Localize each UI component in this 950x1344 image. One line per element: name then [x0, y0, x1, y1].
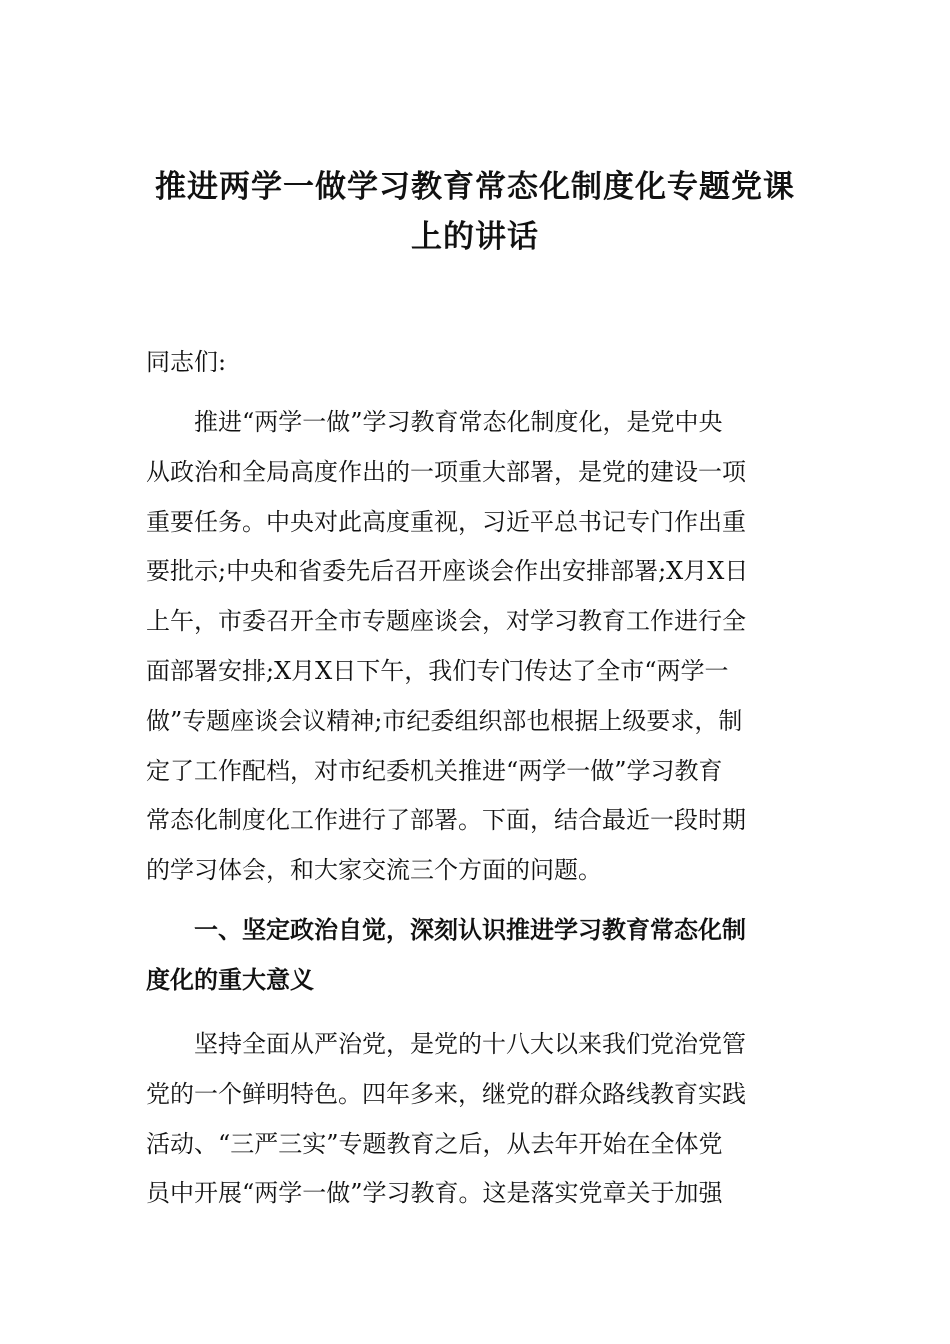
paragraph-2: [146, 1020, 806, 1219]
title-line-2: 上的讲话: [411, 219, 539, 255]
paragraph-line: 重要任务。中央对此高度重视，习近平总书记专门作出重: [146, 507, 746, 536]
paragraph-line: 常态化制度化工作进行了部署。下面，结合最近一段时期: [146, 806, 746, 835]
paragraph-line: 坚持全面从严治党，是党的十八大以来我们党治党管: [146, 1030, 746, 1058]
paragraph-line: 党的一个鲜明特色。四年多来，继党的群众路线教育实践: [146, 1079, 746, 1108]
paragraph-line: 员中开展“两学一做”学习教育。这是落实党章关于加强: [146, 1179, 723, 1208]
paragraph-line: 的学习体会，和大家交流三个方面的问题。: [146, 856, 602, 885]
paragraph-line: 要批示;中央和省委先后召开座谈会作出安排部署;X月X日: [146, 557, 749, 586]
paragraph-line: 上午，市委召开全市专题座谈会，对学习教育工作进行全: [146, 607, 746, 636]
paragraph-line: 从政治和全局高度作出的一项重大部署，是党的建设一项: [146, 457, 746, 486]
document-title: [100, 162, 850, 262]
paragraph-line: 活动、“三严三实”专题教育之后，从去年开始在全体党: [146, 1129, 723, 1158]
title-line-1: 推进两学一做学习教育常态化制度化专题党课: [155, 169, 795, 205]
paragraph-line: 做”专题座谈会议精神;市纪委组织部也根据上级要求，制: [146, 706, 743, 735]
salutation: 同志们:: [146, 348, 227, 376]
paragraph-line: 面部署安排;X月X日下午，我们专门传达了全市“两学一: [146, 656, 729, 685]
paragraph-line: 推进“两学一做”学习教育常态化制度化，是党中央: [146, 408, 723, 436]
paragraph-line: 定了工作配档，对市纪委机关推进“两学一做”学习教育: [146, 756, 723, 785]
heading-line: 一、坚定政治自觉，深刻认识推进学习教育常态化制: [146, 916, 746, 944]
section-heading-1: [146, 906, 806, 1006]
heading-line: 度化的重大意义: [146, 965, 314, 994]
paragraph-1: [146, 398, 806, 896]
